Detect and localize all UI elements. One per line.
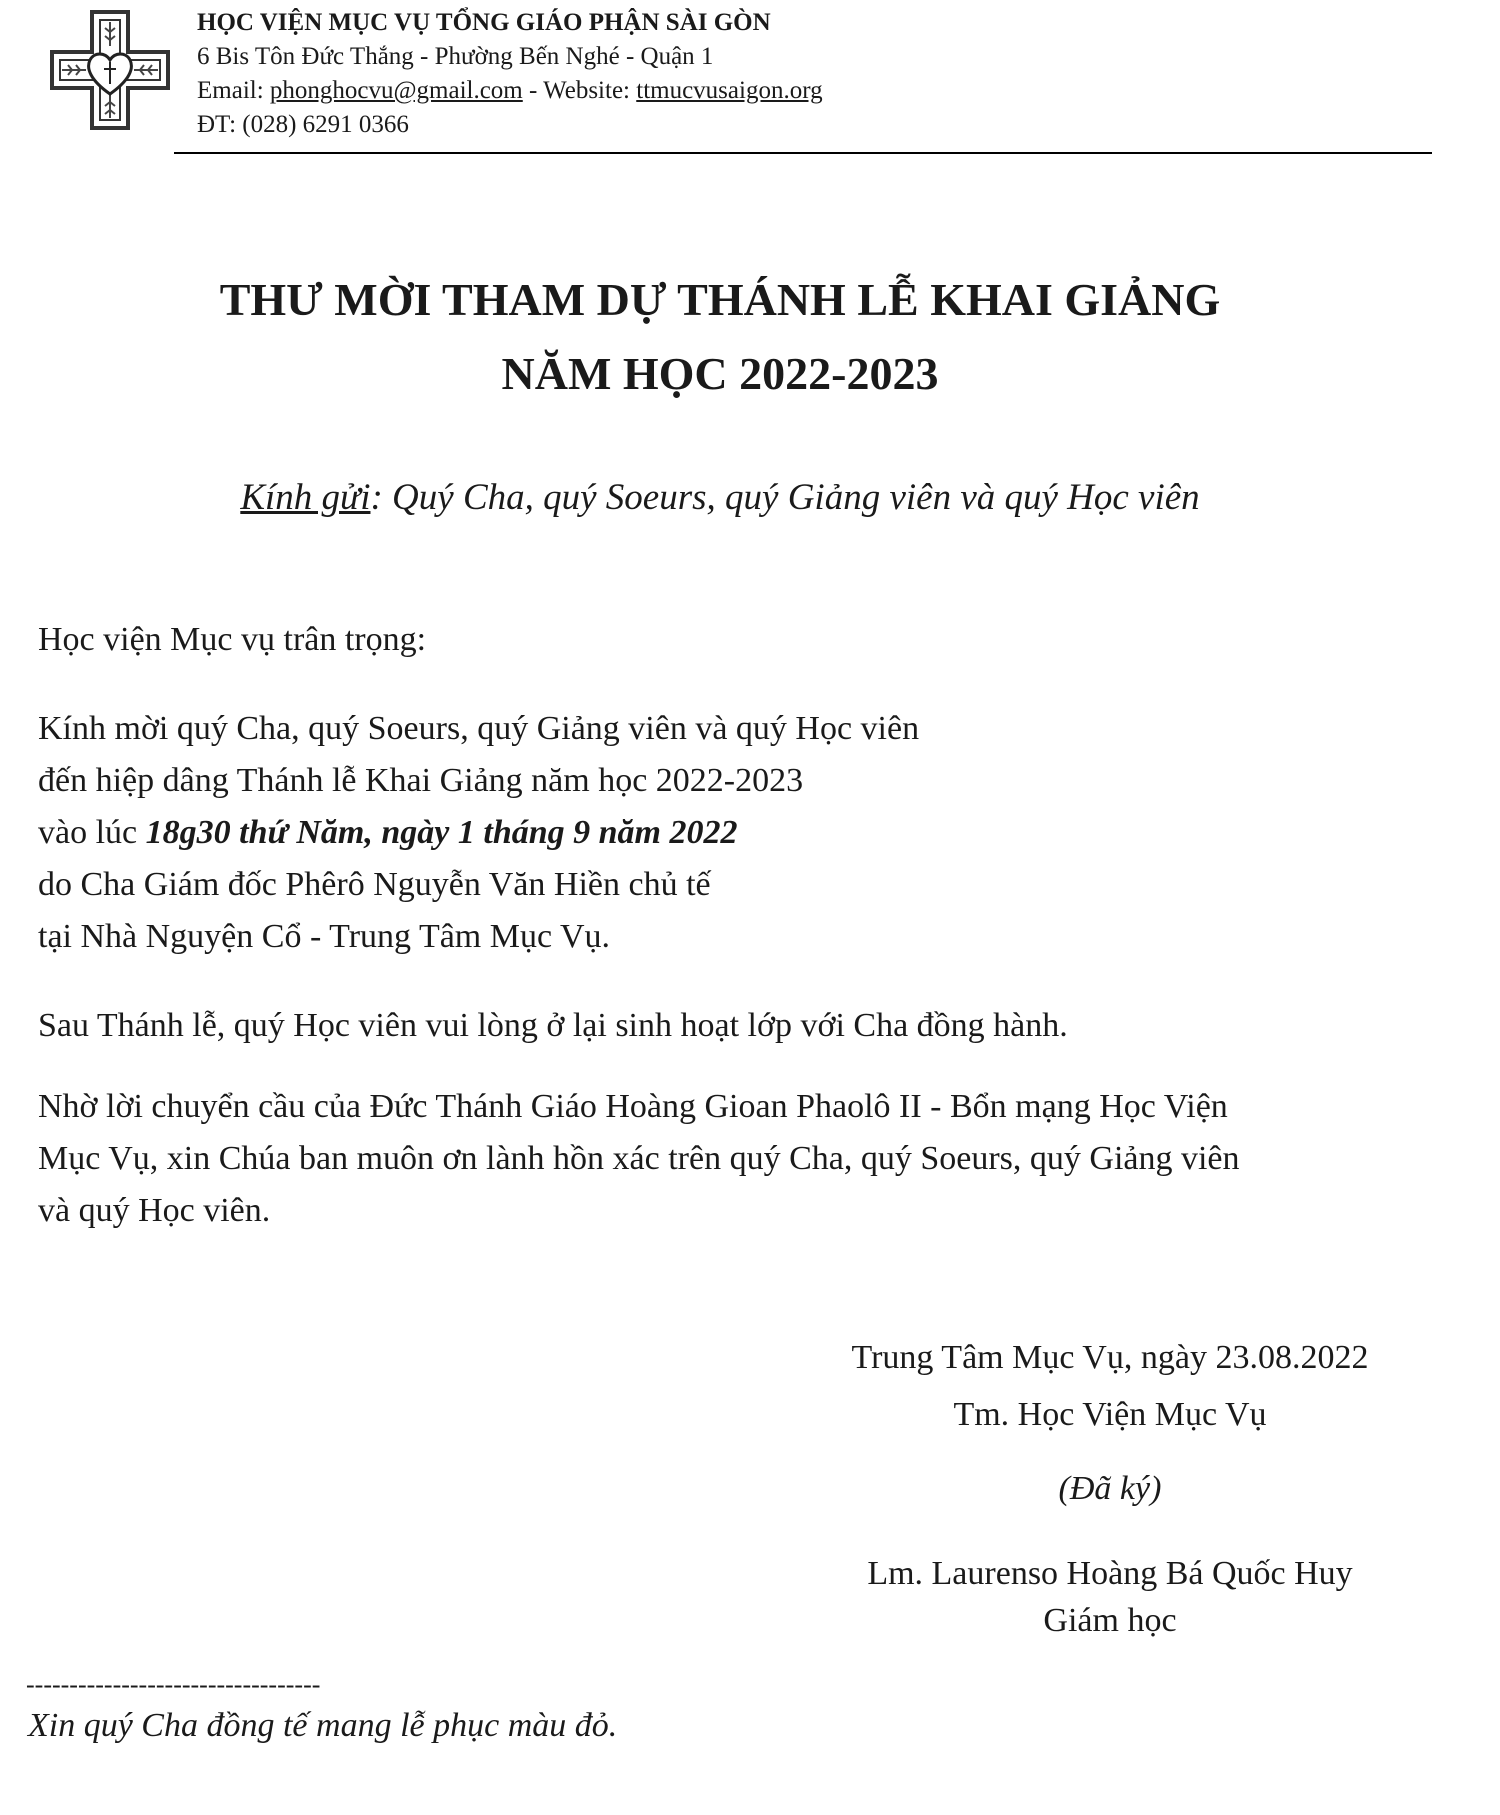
intro-paragraph: Học viện Mục vụ trân trọng: [38,621,427,658]
blessing-line: và quý Học viên. [38,1192,271,1229]
signatory-role: Giám học [1043,1602,1177,1639]
event-datetime: 18g30 thứ Năm, ngày 1 tháng 9 năm 2022 [145,814,738,851]
header-divider [174,152,1432,154]
invitation-line: tại Nhà Nguyện Cổ - Trung Tâm Mục Vụ. [38,918,611,955]
email-label: Email: [197,77,270,104]
website-link[interactable]: ttmucvusaigon.org [636,77,823,104]
greeting [0,475,1440,521]
after-mass-paragraph: Sau Thánh lễ, quý Học viên vui lòng ở lại sinh hoạt lớp với Cha đồng hành. [38,1007,1068,1044]
time-prefix: vào lúc [38,814,146,851]
blessing-paragraph [38,1081,1240,1237]
greeting-text: : Quý Cha, quý Soeurs, quý Giảng viên và quý Học viên [370,477,1200,518]
blessing-line: Mục Vụ, xin Chúa ban muôn ơn lành hồn xác trên quý Cha, quý Soeurs, quý Giảng viên [38,1140,1240,1177]
greeting-label: Kính gửi [240,477,371,518]
document-title-line-2: NĂM HỌC 2022-2023 [501,348,939,399]
signatory-name: Lm. Laurenso Hoàng Bá Quốc Huy [867,1555,1353,1592]
blessing-line: Nhờ lời chuyển cầu của Đức Thánh Giáo Hoàng Gioan Phaolô II - Bổn mạng Học Viện [38,1088,1228,1125]
invitation-paragraph [38,703,919,963]
document-title-line-1: THƯ MỜI THAM DỰ THÁNH LỄ KHAI GIẢNG [219,274,1221,325]
cross-heart-emblem-icon [50,10,170,130]
organization-name: HỌC VIỆN MỤC VỤ TỔNG GIÁO PHẬN SÀI GÒN [197,9,771,36]
place-date: Trung Tâm Mục Vụ, ngày 23.08.2022 [851,1339,1369,1376]
phone-number: ĐT: (028) 6291 0366 [197,111,409,138]
footnote-separator: ---------------------------------- [26,1670,321,1699]
contact-line [197,74,1397,108]
footnote-text: Xin quý Cha đồng tế mang lễ phục màu đỏ. [28,1707,618,1744]
email-link[interactable]: phonghocvu@gmail.com [269,77,523,104]
letterhead [197,6,1397,142]
invitation-line: đến hiệp dâng Thánh lễ Khai Giảng năm học 2022-2023 [38,762,804,799]
website-label: - Website: [522,77,637,104]
invitation-line: Kính mời quý Cha, quý Soeurs, quý Giảng viên và quý Học viên [38,710,920,747]
invitation-line: do Cha Giám đốc Phêrô Nguyễn Văn Hiền chủ tế [38,866,711,903]
signed-note: (Đã ký) [1058,1470,1162,1507]
invitation-time-line [38,807,919,859]
organization-address: 6 Bis Tôn Đức Thắng - Phường Bến Nghé - Quận 1 [197,43,714,70]
on-behalf-of: Tm. Học Viện Mục Vụ [953,1396,1267,1433]
